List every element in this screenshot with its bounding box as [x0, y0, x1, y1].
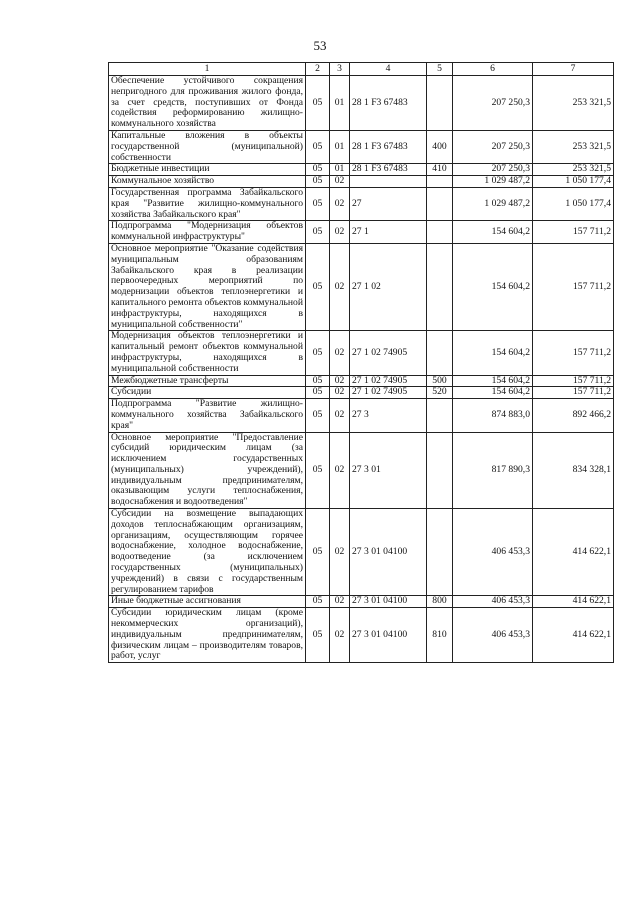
row-subsection: 02 [330, 176, 350, 188]
row-name: Субсидии юридическим лицам (кроме некоммерческих организаций), индивидуальным предпринимателям, физическим лицам – производителям товаров, работ, услуг [109, 608, 306, 663]
row-amount-2: 253 321,5 [533, 130, 614, 163]
row-name: Субсидии на возмещение выпадающих доходов теплоснабжающим организациям, организациям, осуществляющим горячее водоснабжение, холодное водоснабжение, водоотведение (за исключением государственных (муниципальных) учреждений) в связи с государственным регулированием тарифов [109, 509, 306, 596]
row-expense-type [427, 432, 453, 509]
row-amount-2: 253 321,5 [533, 76, 614, 131]
row-subsection: 02 [330, 387, 350, 399]
row-section: 05 [306, 596, 330, 608]
row-target-article [350, 176, 427, 188]
row-name: Иные бюджетные ассигнования [109, 596, 306, 608]
row-subsection: 01 [330, 164, 350, 176]
row-section: 05 [306, 164, 330, 176]
table-row [109, 596, 614, 608]
row-expense-type: 810 [427, 608, 453, 663]
row-name: Обеспечение устойчивого сокращения непригодного для проживания жилого фонда, за счет средств, поступивших от Фонда содействия реформированию жилищно-коммунального хозяйства [109, 76, 306, 131]
row-amount-1: 406 453,3 [453, 596, 533, 608]
row-subsection: 02 [330, 221, 350, 244]
row-target-article: 27 1 02 74905 [350, 331, 427, 375]
row-expense-type [427, 187, 453, 220]
table-row [109, 187, 614, 220]
row-section: 05 [306, 176, 330, 188]
row-subsection: 02 [330, 432, 350, 509]
row-amount-1: 406 453,3 [453, 509, 533, 596]
row-expense-type [427, 243, 453, 330]
table-row [109, 221, 614, 244]
row-subsection: 02 [330, 187, 350, 220]
row-amount-2: 1 050 177,4 [533, 187, 614, 220]
row-amount-1: 874 883,0 [453, 399, 533, 432]
row-section: 05 [306, 375, 330, 387]
row-target-article: 27 3 01 [350, 432, 427, 509]
row-amount-2: 834 328,1 [533, 432, 614, 509]
row-amount-1: 154 604,2 [453, 387, 533, 399]
row-expense-type [427, 399, 453, 432]
row-name: Капитальные вложения в объекты государственной (муниципальной) собственности [109, 130, 306, 163]
row-amount-1: 207 250,3 [453, 76, 533, 131]
table-row [109, 387, 614, 399]
row-name: Государственная программа Забайкальского края "Развитие жилищно-коммунального хозяйства Забайкальского края" [109, 187, 306, 220]
row-target-article: 27 1 [350, 221, 427, 244]
row-amount-2: 157 711,2 [533, 387, 614, 399]
table-row [109, 176, 614, 188]
row-expense-type [427, 221, 453, 244]
row-section: 05 [306, 509, 330, 596]
row-amount-1: 154 604,2 [453, 243, 533, 330]
row-section: 05 [306, 243, 330, 330]
row-amount-1: 154 604,2 [453, 331, 533, 375]
table-row [109, 432, 614, 509]
row-section: 05 [306, 130, 330, 163]
row-section: 05 [306, 187, 330, 220]
row-name: Коммунальное хозяйство [109, 176, 306, 188]
row-expense-type: 800 [427, 596, 453, 608]
row-section: 05 [306, 387, 330, 399]
page-number: 53 [313, 38, 327, 53]
row-name: Подпрограмма "Модернизация объектов коммунальной инфраструктуры" [109, 221, 306, 244]
row-expense-type: 400 [427, 130, 453, 163]
row-expense-type: 500 [427, 375, 453, 387]
row-section: 05 [306, 608, 330, 663]
row-subsection: 02 [330, 596, 350, 608]
header-cell: 1 [109, 63, 306, 76]
row-target-article: 28 1 F3 67483 [350, 130, 427, 163]
header-cell: 6 [453, 63, 533, 76]
row-amount-2: 414 622,1 [533, 608, 614, 663]
row-subsection: 02 [330, 243, 350, 330]
row-name: Основное мероприятие "Оказание содействия муниципальным образованиям Забайкальского края в реализации первоочередных мероприятий по модернизации объектов теплоэнергетики и капитального ремонта объектов коммунальной инфраструктуры, находящихся в муниципальной собственности" [109, 243, 306, 330]
row-subsection: 02 [330, 331, 350, 375]
row-expense-type [427, 176, 453, 188]
row-amount-2: 253 321,5 [533, 164, 614, 176]
row-amount-1: 406 453,3 [453, 608, 533, 663]
row-amount-1: 817 890,3 [453, 432, 533, 509]
table-row [109, 164, 614, 176]
row-expense-type [427, 76, 453, 131]
row-target-article: 27 3 [350, 399, 427, 432]
row-target-article: 27 3 01 04100 [350, 608, 427, 663]
row-target-article: 27 3 01 04100 [350, 509, 427, 596]
row-amount-1: 154 604,2 [453, 221, 533, 244]
row-amount-2: 892 466,2 [533, 399, 614, 432]
table-row [109, 331, 614, 375]
row-name: Модернизация объектов теплоэнергетики и капитальный ремонт объектов коммунальной инфраструктуры, находящихся в муниципальной собственности [109, 331, 306, 375]
header-row [109, 63, 614, 76]
row-target-article: 27 1 02 74905 [350, 375, 427, 387]
row-expense-type: 410 [427, 164, 453, 176]
row-amount-1: 207 250,3 [453, 164, 533, 176]
table-row [109, 375, 614, 387]
row-subsection: 02 [330, 608, 350, 663]
row-name: Межбюджетные трансферты [109, 375, 306, 387]
row-amount-2: 1 050 177,4 [533, 176, 614, 188]
header-cell: 2 [306, 63, 330, 76]
row-subsection: 01 [330, 130, 350, 163]
row-target-article: 27 [350, 187, 427, 220]
table-row [109, 76, 614, 131]
row-amount-2: 414 622,1 [533, 509, 614, 596]
row-amount-1: 1 029 487,2 [453, 176, 533, 188]
header-cell: 5 [427, 63, 453, 76]
row-target-article: 27 3 01 04100 [350, 596, 427, 608]
row-expense-type [427, 331, 453, 375]
table-row [109, 130, 614, 163]
row-target-article: 27 1 02 [350, 243, 427, 330]
row-section: 05 [306, 331, 330, 375]
row-amount-2: 157 711,2 [533, 221, 614, 244]
table-row [109, 243, 614, 330]
row-expense-type [427, 509, 453, 596]
row-amount-2: 157 711,2 [533, 331, 614, 375]
row-name: Основное мероприятие "Предоставление субсидий юридическим лицам (за исключением государственных (муниципальных) учреждений), индивидуальным предпринимателям, оказывающим услуги теплоснабжения, водоснабжения и водоотведения" [109, 432, 306, 509]
budget-table [108, 62, 614, 663]
row-amount-1: 1 029 487,2 [453, 187, 533, 220]
table-row [109, 399, 614, 432]
row-name: Подпрограмма "Развитие жилищно-коммунального хозяйства Забайкальского края" [109, 399, 306, 432]
row-target-article: 28 1 F3 67483 [350, 76, 427, 131]
row-amount-1: 207 250,3 [453, 130, 533, 163]
row-section: 05 [306, 221, 330, 244]
row-subsection: 02 [330, 509, 350, 596]
header-cell: 3 [330, 63, 350, 76]
table-row [109, 608, 614, 663]
row-expense-type: 520 [427, 387, 453, 399]
row-name: Субсидии [109, 387, 306, 399]
row-amount-2: 157 711,2 [533, 375, 614, 387]
row-amount-2: 157 711,2 [533, 243, 614, 330]
row-subsection: 02 [330, 375, 350, 387]
row-target-article: 27 1 02 74905 [350, 387, 427, 399]
row-section: 05 [306, 432, 330, 509]
row-amount-1: 154 604,2 [453, 375, 533, 387]
row-subsection: 01 [330, 76, 350, 131]
row-section: 05 [306, 399, 330, 432]
header-cell: 4 [350, 63, 427, 76]
table-row [109, 509, 614, 596]
header-cell: 7 [533, 63, 614, 76]
row-name: Бюджетные инвестиции [109, 164, 306, 176]
row-target-article: 28 1 F3 67483 [350, 164, 427, 176]
row-subsection: 02 [330, 399, 350, 432]
row-amount-2: 414 622,1 [533, 596, 614, 608]
row-section: 05 [306, 76, 330, 131]
